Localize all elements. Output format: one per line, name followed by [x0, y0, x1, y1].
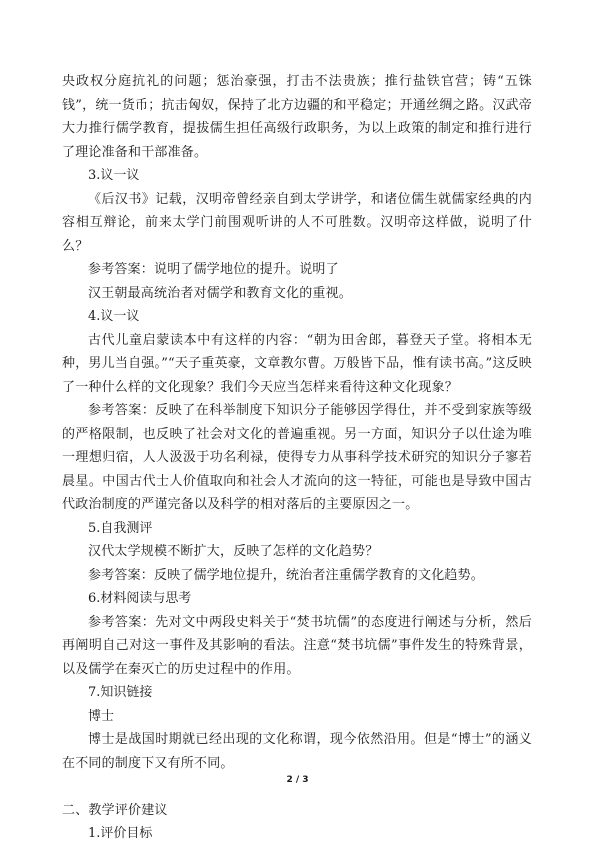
paragraph-primer-text: 古代儿童启蒙读本中有这样的内容：“朝为田舍郎，暮登天子堂。将相本无种，男儿当自强。”“天子重英豪，文章教尔曹。万般皆下品，惟有读书高。”这反映了一种什么样的文化现象？我们今天应当怎样来看待这种文化现象？	[62, 332, 532, 395]
page-number: 2 / 3	[286, 775, 309, 785]
paragraph-answer-3b: 汉王朝最高统治者对儒学和教育文化的重视。	[88, 285, 353, 301]
paragraph-question-5: 汉代太学规模不断扩大，反映了怎样的文化趋势？	[88, 544, 379, 559]
page-content	[62, 70, 532, 846]
paragraph-answer-3a: 参考答案：说明了儒学地位的提升。说明了	[88, 262, 339, 277]
paragraph-answer-6: 参考答案：先对文中两段史料关于“焚书坑儒”的态度进行阐述与分析，然后再阐明自己对这一事件及其影响的看法。注意“焚书坑儒”事件发生的特殊背景，以及儒学在秦灭亡的历史过程中的作用。	[62, 614, 532, 677]
paragraph-continuation: 央政权分庭抗礼的问题；惩治豪强，打击不法贵族；推行盐铁官营；铸“五铢钱”，统一货币；抗击匈奴，保持了北方边疆的和平稳定；开通丝绸之路。汉武帝大力推行儒学教育，提拔儒生担任高级行政职务，为以上政策的制定和推行进行了理论准备和干部准备。	[62, 74, 532, 160]
paragraph-answer-4: 参考答案：反映了在科举制度下知识分子能够因学得仕，并不受到家族等级的严格限制，也反映了社会对文化的普遍重视。另一方面，知识分子以仕途为唯一理想归宿，人人汲汲于功名利禄，使得专力从事科学技术研究的知识分子寥若晨星。中国古代士人价值取向和社会人才流向的这一特征，可能也是导致中国古代政治制度的严谨完备以及科学的相对落后的主要原因之一。	[62, 403, 532, 512]
paragraph-boshi: 博士是战国时期就已经出现的文化称谓，现今依然沿用。但是“博士”的涵义在不同的制度下又有所不同。	[62, 732, 532, 771]
section-heading-evaluation: 二、教学评价建议	[62, 802, 168, 818]
heading-discuss-3: 3.议一议	[88, 168, 140, 183]
heading-self-test: 5.自我测评	[88, 520, 153, 536]
heading-evaluation-goal: 1.评价目标	[88, 826, 153, 841]
paragraph-houhanshu: 《后汉书》记载，汉明帝曾经亲自到太学讲学，和诸位儒生就儒家经典的内容相互辩论，前来太学门前围观听讲的人不可胜数。汉明帝这样做，说明了什么？	[62, 191, 532, 254]
heading-boshi: 博士	[88, 708, 115, 724]
heading-knowledge-link: 7.知识链接	[88, 685, 153, 700]
paragraph-answer-5: 参考答案：反映了儒学地位提升，统治者注重儒学教育的文化趋势。	[88, 567, 485, 583]
heading-discuss-4: 4.议一议	[88, 309, 140, 324]
heading-reading: 6.材料阅读与思考	[88, 591, 192, 606]
